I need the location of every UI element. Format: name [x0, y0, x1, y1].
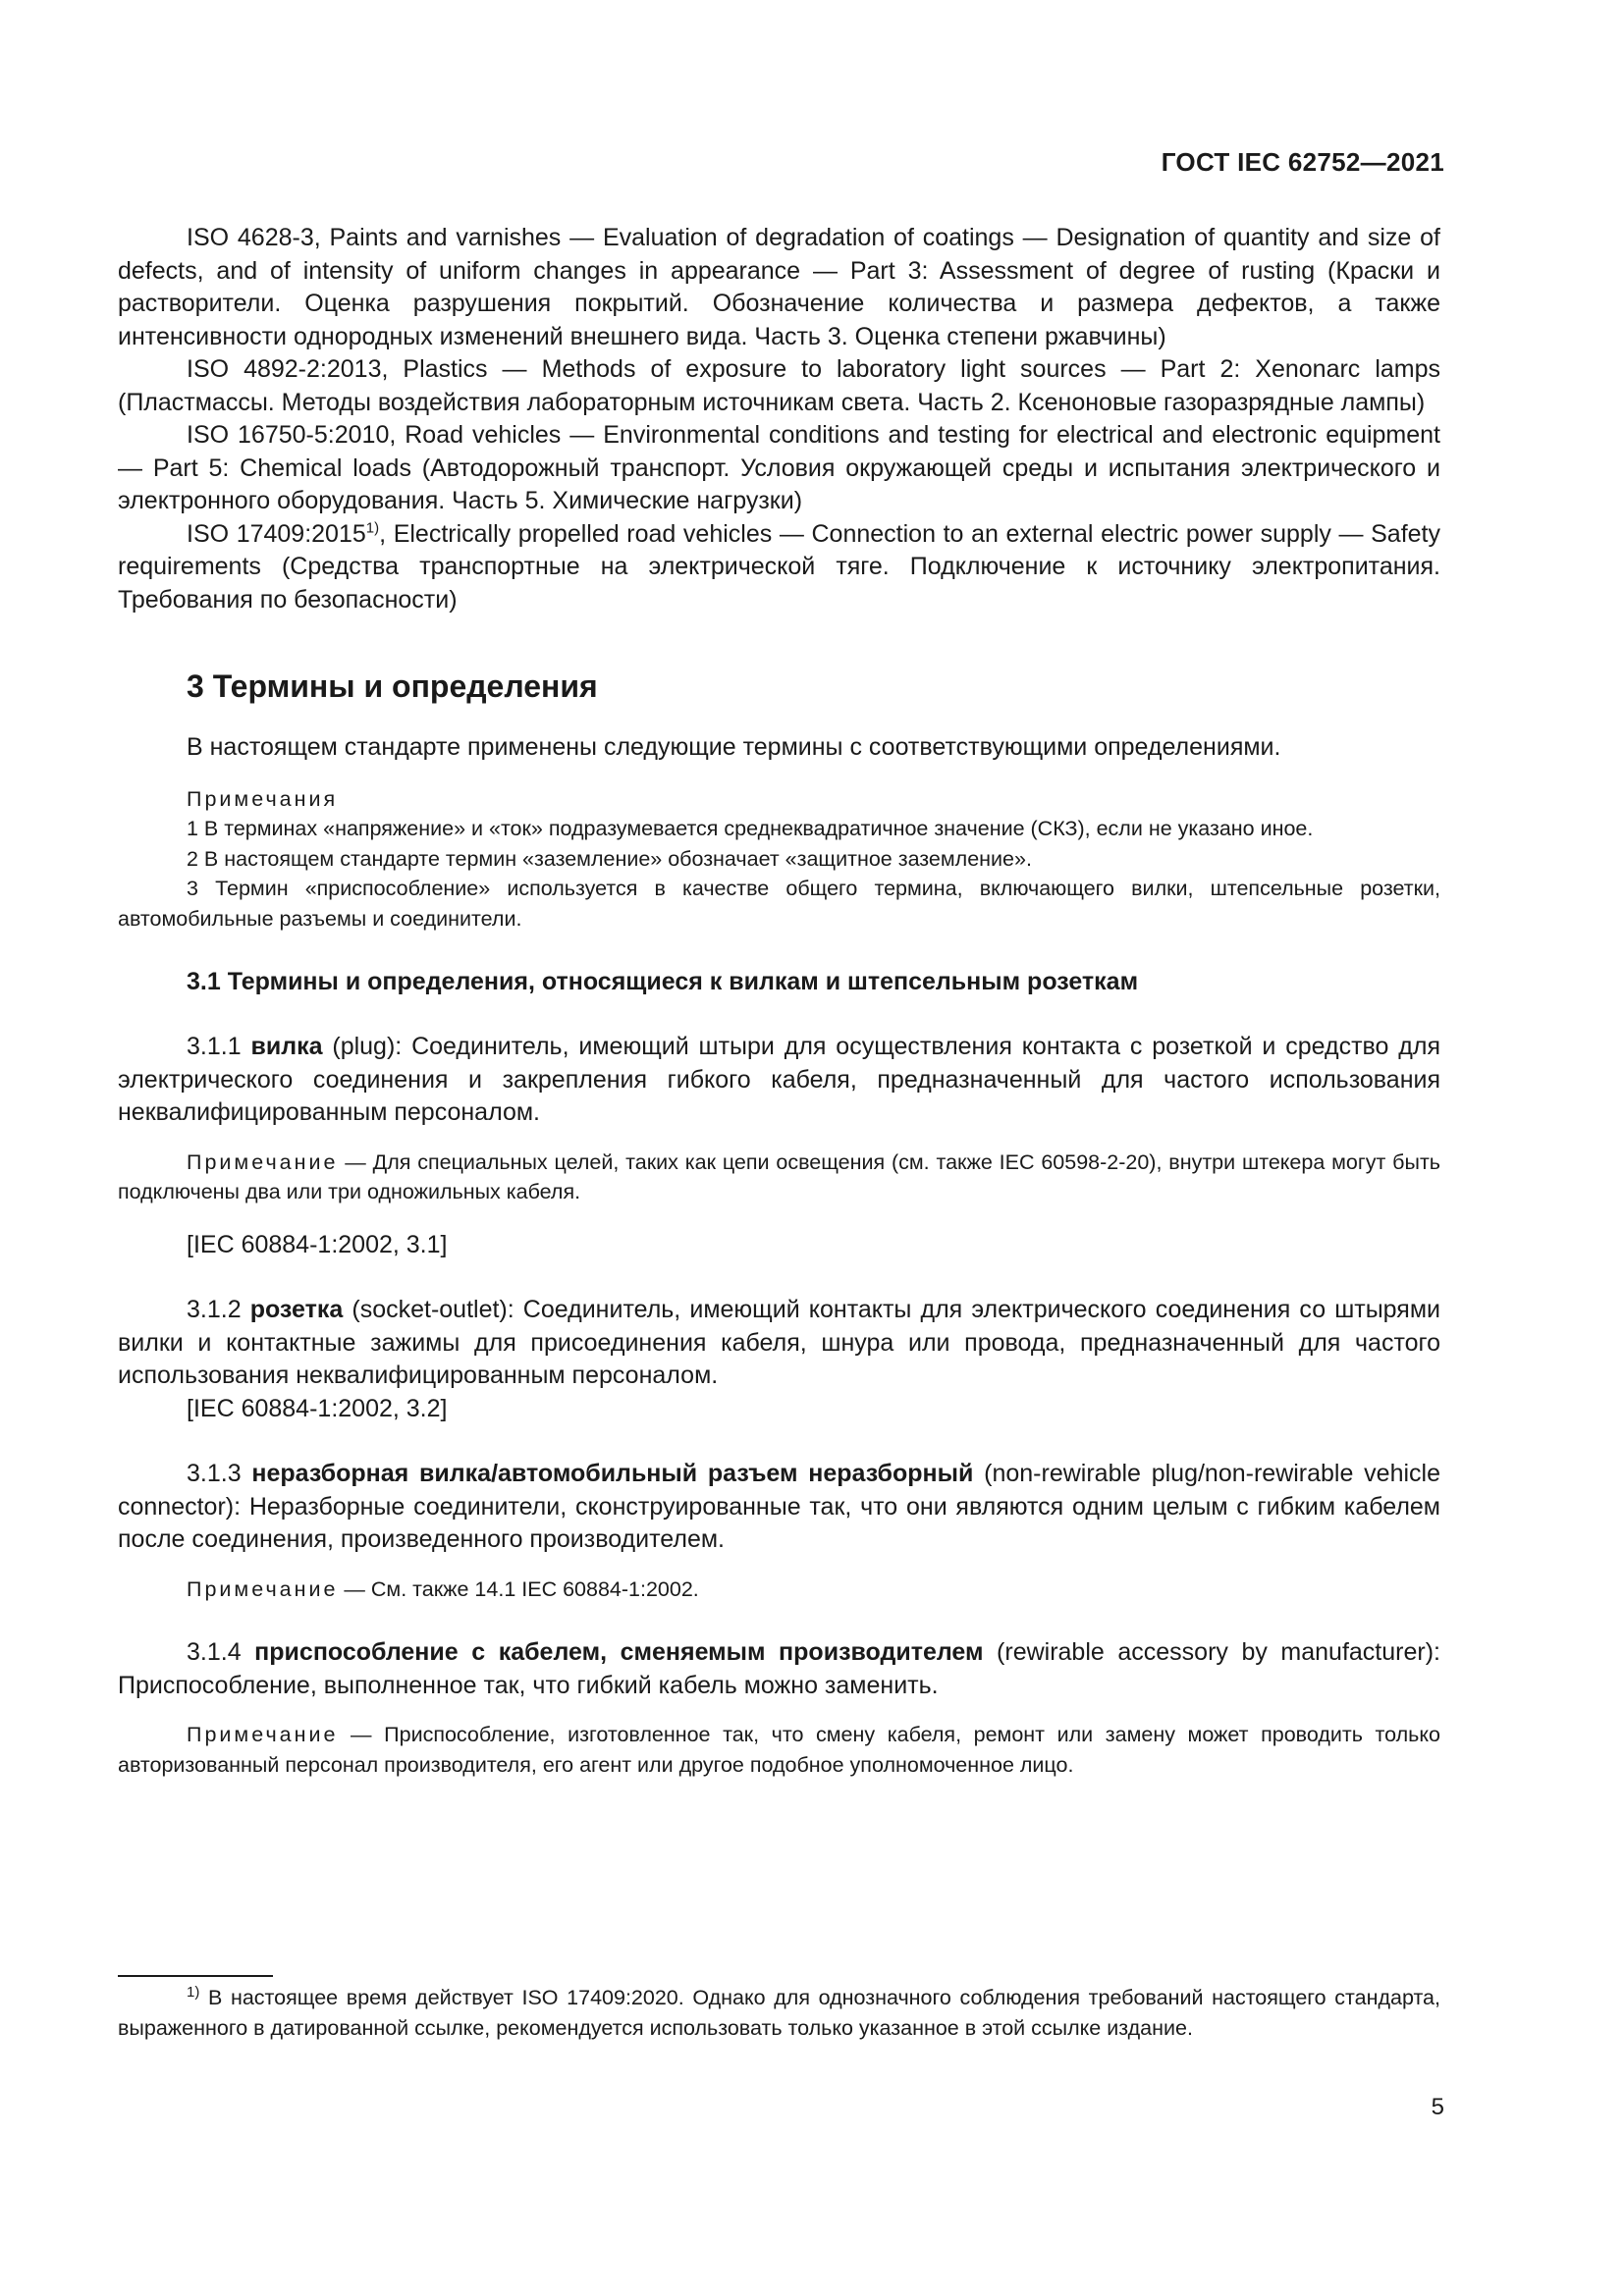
term-name: приспособление с кабелем, сменяемым производителем — [254, 1638, 984, 1666]
reference-iso-4628-3: ISO 4628-3, Paints and varnishes — Evaluation of degradation of coatings — Designation of quantity and size of defects, and of intensity of uniform changes in appearance — Part 3: Assessment of degree of rusting (Краски и растворители. Оценка разрушения покрытий. Обозначение количества и размера дефектов, а также интенсивности однородных изменений внешнего вида. Часть 3. Оценка степени ржавчины) — [118, 224, 1440, 350]
reference-iso-17409 — [118, 518, 1440, 617]
term-definition: (non-rewirable plug/non-rewirable vehicle connector): Неразборные соединители, сконструированные так, что они являются одним целым с гибким кабелем после соединения, произведенного производителем. — [118, 1460, 1440, 1553]
section-3-intro: В настоящем стандарте применены следующие термины с соответствующими определениями. — [187, 733, 1281, 761]
footnote — [118, 1983, 1440, 2043]
reference-code: ISO 17409:2015 — [187, 519, 366, 548]
term-plug-note — [118, 1148, 1440, 1207]
term-rewirable-accessory-note — [118, 1720, 1440, 1780]
footnote-divider — [118, 1975, 273, 1977]
note-text: — Для специальных целей, таких как цепи освещения (см. также IEC 60598-2-20), внутри штекера могут быть подключены два или три одножильных кабеля. — [118, 1149, 1440, 1203]
term-plug — [118, 1031, 1440, 1130]
section-3-heading: 3 Термины и определения — [187, 668, 598, 704]
term-socket-outlet — [118, 1294, 1440, 1393]
term-number: 3.1.1 — [187, 1033, 242, 1060]
term-plug-source: [IEC 60884-1:2002, 3.1] — [187, 1230, 448, 1258]
main-content — [118, 222, 1440, 1780]
term-socket-outlet-source: [IEC 60884-1:2002, 3.2] — [187, 1394, 448, 1422]
term-definition: (plug): Соединитель, имеющий штыри для осуществления контакта с розеткой и средство для электрического соединения и закрепления гибкого кабеля, предназначенный для частого использования неквалифицированным персоналом. — [118, 1033, 1440, 1126]
term-rewirable-accessory — [118, 1636, 1440, 1702]
term-non-rewirable-plug — [118, 1458, 1440, 1557]
reference-iso-16750-5: ISO 16750-5:2010, Road vehicles — Environmental conditions and testing for electrical and electronic equipment — Part 5: Chemical loads (Автодорожный транспорт. Условия окружающей среды и испытания электрического и электронного оборудования. Часть 5. Химические нагрузки) — [118, 421, 1440, 514]
term-definition: (socket-outlet): Соединитель, имеющий контакты для электрического соединения со штырями вилки и контактные зажимы для присоединения кабеля, шнура или провода, предназначенный для частого использования неквалифицированным персоналом. — [118, 1296, 1440, 1389]
note-3: 3 Термин «приспособление» используется в качестве общего термина, включающего вилки, штепсельные розетки, автомобильные разъемы и соединители. — [118, 877, 1440, 931]
term-number: 3.1.2 — [187, 1296, 242, 1323]
term-number: 3.1.4 — [187, 1638, 242, 1666]
note-2: 2 В настоящем стандарте термин «заземление» обозначает «защитное заземление». — [187, 846, 1032, 871]
footnote-text: В настоящее время действует ISO 17409:2020. Однако для однозначного соблюдения требований настоящего стандарта, выраженного в датированной ссылке, рекомендуется использовать только указанное в этой ссылке издание. — [118, 1986, 1440, 2040]
term-number: 3.1.3 — [187, 1460, 242, 1487]
footnote-mark: 1) — [187, 1983, 200, 2001]
note-label: Примечание — [187, 1723, 339, 1746]
term-definition: (rewirable accessory by manufacturer): Приспособление, выполненное так, что гибкий кабель можно заменить. — [118, 1638, 1440, 1699]
footnote-marker: 1) — [365, 519, 380, 537]
reference-iso-4892-2: ISO 4892-2:2013, Plastics — Methods of exposure to laboratory light sources — Part 2: Xenonarc lamps (Пластмассы. Методы воздействия лабораторным источникам света. Часть 2. Ксеноновые газоразрядные лампы) — [118, 355, 1440, 416]
page-number: 5 — [1431, 2094, 1444, 2120]
note-1: 1 В терминах «напряжение» и «ток» подразумевается среднеквадратичное значение (СКЗ), если не указано иное. — [187, 817, 1314, 840]
term-non-rewirable-plug-note — [118, 1575, 1440, 1605]
note-label: Примечание — [187, 1149, 339, 1174]
term-name: розетка — [249, 1296, 344, 1323]
note-text: — Приспособление, изготовленное так, что смену кабеля, ремонт или замену может проводить только авторизованный персонал производителя, его агент или другое подобное уполномоченное лицо. — [118, 1723, 1440, 1777]
section-3-notes — [118, 784, 1440, 934]
note-label: Примечание — [187, 1576, 339, 1601]
section-3-1-heading: 3.1 Термины и определения, относящиеся к вилкам и штепсельным розеткам — [187, 968, 1139, 995]
reference-text: , Electrically propelled road vehicles — Connection to an external electric power supply — Safety requirements (Средства транспортные на электрической тяге. Подключение к источнику электропитания. Требования по безопасности) — [118, 519, 1440, 614]
term-name: неразборная вилка/автомобильный разъем неразборный — [251, 1460, 974, 1487]
term-name: вилка — [250, 1033, 323, 1060]
standard-header: ГОСТ IEC 62752—2021 — [1161, 147, 1444, 177]
note-text: — См. также 14.1 IEC 60884-1:2002. — [338, 1576, 699, 1601]
notes-title: Примечания — [187, 786, 339, 811]
